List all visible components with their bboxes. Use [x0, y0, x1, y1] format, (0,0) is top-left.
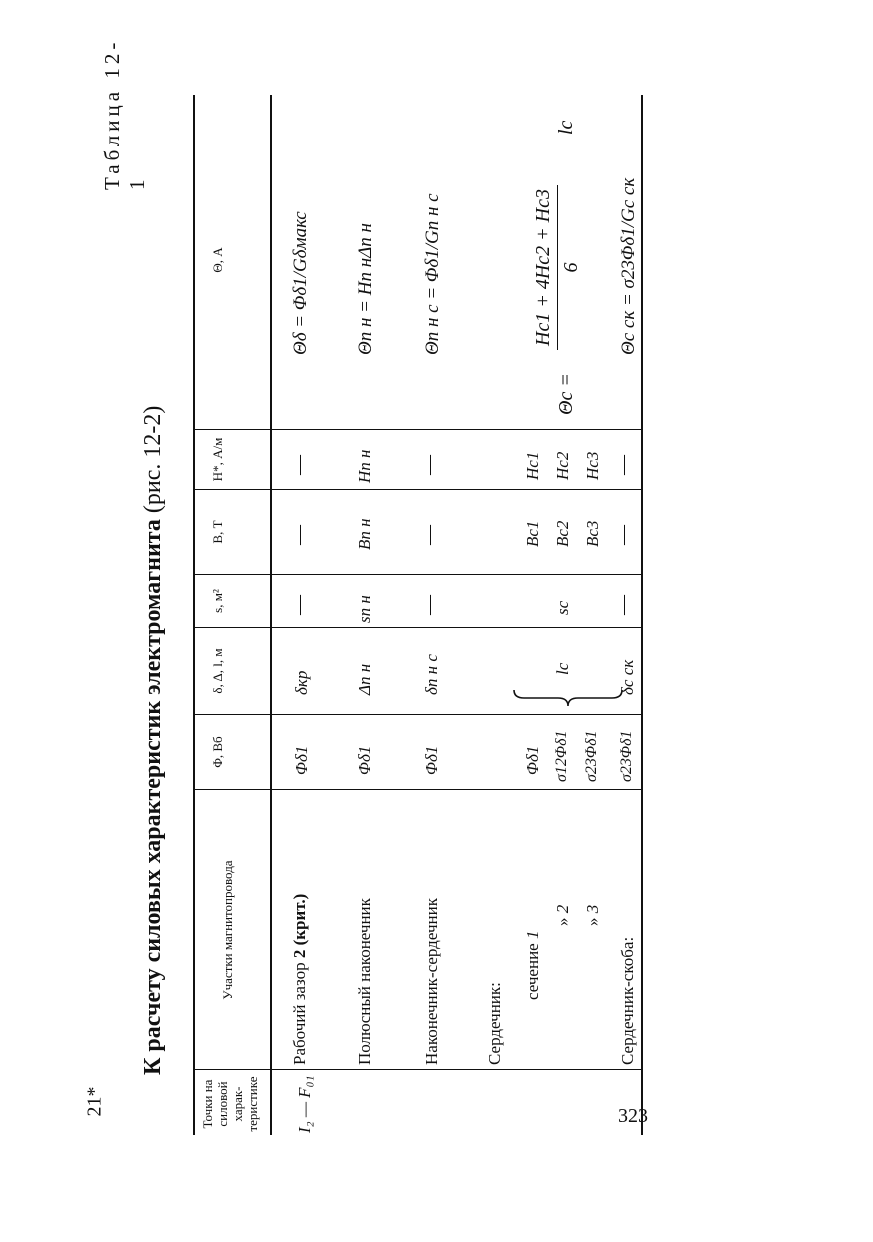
- header-area: s, м²: [210, 589, 225, 613]
- row-gap-area-dash: —: [288, 595, 310, 615]
- row-sec1-b: Bс1: [523, 520, 542, 547]
- row-sec1-phi: Φδ1: [523, 745, 542, 775]
- header-b: B, Т: [210, 520, 225, 544]
- table-label: Таблица 12-1: [100, 38, 149, 190]
- title-bold: К расчету силовых характеристик электромагнита: [140, 519, 166, 1075]
- core-brace-icon: [512, 686, 624, 710]
- row-pole-h: Hп н: [355, 449, 374, 483]
- row-bracket-len: δс ск: [618, 659, 637, 695]
- col-sep-1: [193, 1069, 641, 1070]
- row-sec2-b: Bс2: [553, 520, 572, 547]
- signature-mark: 21*: [83, 1086, 106, 1117]
- header-phi: Φ, Вб: [210, 736, 225, 768]
- row-tip-len: δп н с: [422, 654, 441, 695]
- row-sec3-b: Bс3: [583, 520, 602, 547]
- col-sep-4: [193, 627, 641, 628]
- row-sec3: [583, 905, 603, 926]
- row-sec2-num: 2: [553, 904, 572, 914]
- row-pole-len: Δп н: [355, 663, 374, 695]
- row-sec1-num: 1: [523, 930, 542, 940]
- row-bracket-h-dash: —: [612, 455, 634, 475]
- row-gap-theta: Θδ = Φδ1/Gδмакс: [290, 211, 311, 355]
- row-bracket-b-dash: —: [612, 525, 634, 545]
- col-sep-7: [193, 429, 641, 430]
- row-sec3-num: 3: [583, 904, 602, 914]
- row-sec3-h: Hс3: [583, 451, 602, 480]
- row-sec1: [523, 931, 543, 1000]
- rotated-page: [100, 35, 660, 1135]
- col-sep-6: [193, 489, 641, 490]
- row-tip-area-dash: —: [418, 595, 440, 615]
- row-sec2-h: Hс2: [553, 451, 572, 480]
- top-rule: [193, 95, 195, 1135]
- header-h: H*, А/м: [210, 437, 225, 482]
- row-bracket-area-dash: —: [612, 595, 634, 615]
- row-core-section: Сердечник:: [485, 982, 504, 1065]
- col-sep-3: [193, 714, 641, 715]
- row-sec2-label: »: [553, 917, 572, 926]
- row-bracket-section: Сердечник-скоба:: [618, 936, 637, 1065]
- row-gap-section-extra: 2 (крит.): [290, 893, 309, 959]
- header-theta: Θ, А: [210, 247, 225, 273]
- row-sec2: [553, 905, 573, 926]
- row-gap-h-dash: —: [288, 455, 310, 475]
- row-sec3-phi: σ23Φδ1: [583, 730, 600, 782]
- col-sep-5: [193, 574, 641, 575]
- row-pole-area: sп н: [355, 595, 374, 623]
- row-bracket-phi: σ23Φδ1: [618, 730, 635, 782]
- row-tip-phi: Φδ1: [422, 745, 441, 775]
- row-gap-section: [290, 894, 310, 1065]
- core-theta-fraction: [532, 185, 583, 350]
- row-tip-b-dash: —: [418, 525, 440, 545]
- row-core-len: lс: [553, 662, 572, 675]
- row-sec1-h: Hс1: [523, 451, 542, 480]
- row-pole-theta: Θп н = Hп нΔп н: [355, 223, 376, 355]
- page-number: 323: [618, 1105, 648, 1127]
- row-sec2-phi: σ12Φδ1: [553, 730, 570, 782]
- row-pole-b: Bп н: [355, 518, 374, 550]
- core-theta-mult: lс: [555, 120, 577, 135]
- header-points: Точки на силовой харак-теристике: [200, 1076, 260, 1132]
- table-title: [140, 406, 167, 1075]
- row-core-area: sс: [553, 600, 572, 615]
- header-rule: [270, 95, 272, 1135]
- bottom-rule: [641, 95, 643, 1135]
- core-theta-numerator: Hс1 + 4Hс2 + Hс3: [532, 185, 558, 350]
- row-pole-phi: Φδ1: [355, 745, 374, 775]
- row-sec3-label: »: [583, 917, 602, 926]
- core-theta-denominator: 6: [560, 262, 582, 273]
- title-plain: (рис. 12-2): [140, 405, 166, 514]
- row-tip-theta: Θп н с = Φδ1/Gп н с: [422, 193, 443, 355]
- header-len: δ, Δ, l, м: [210, 648, 225, 694]
- col-sep-2: [193, 789, 641, 790]
- row-gap-phi: Φδ1: [292, 745, 311, 775]
- row-sec1-label: сечение: [523, 943, 542, 1000]
- core-theta-lhs: Θс =: [555, 373, 577, 415]
- row-pole-section: Полюсный наконечник: [355, 898, 374, 1065]
- row-tip-h-dash: —: [418, 455, 440, 475]
- header-section: Участки магнитопровода: [220, 860, 235, 1000]
- row-gap-section-text: Рабочий зазор: [290, 962, 309, 1065]
- row-bracket-theta: Θс ск = σ23Φδ1/Gс ск: [618, 177, 639, 355]
- row-gap-b-dash: —: [288, 525, 310, 545]
- point-label: I₂ — F₀₁: [295, 1075, 314, 1133]
- row-tip-section: Наконечник-сердечник: [422, 898, 441, 1065]
- row-gap-len: δкр: [292, 670, 311, 695]
